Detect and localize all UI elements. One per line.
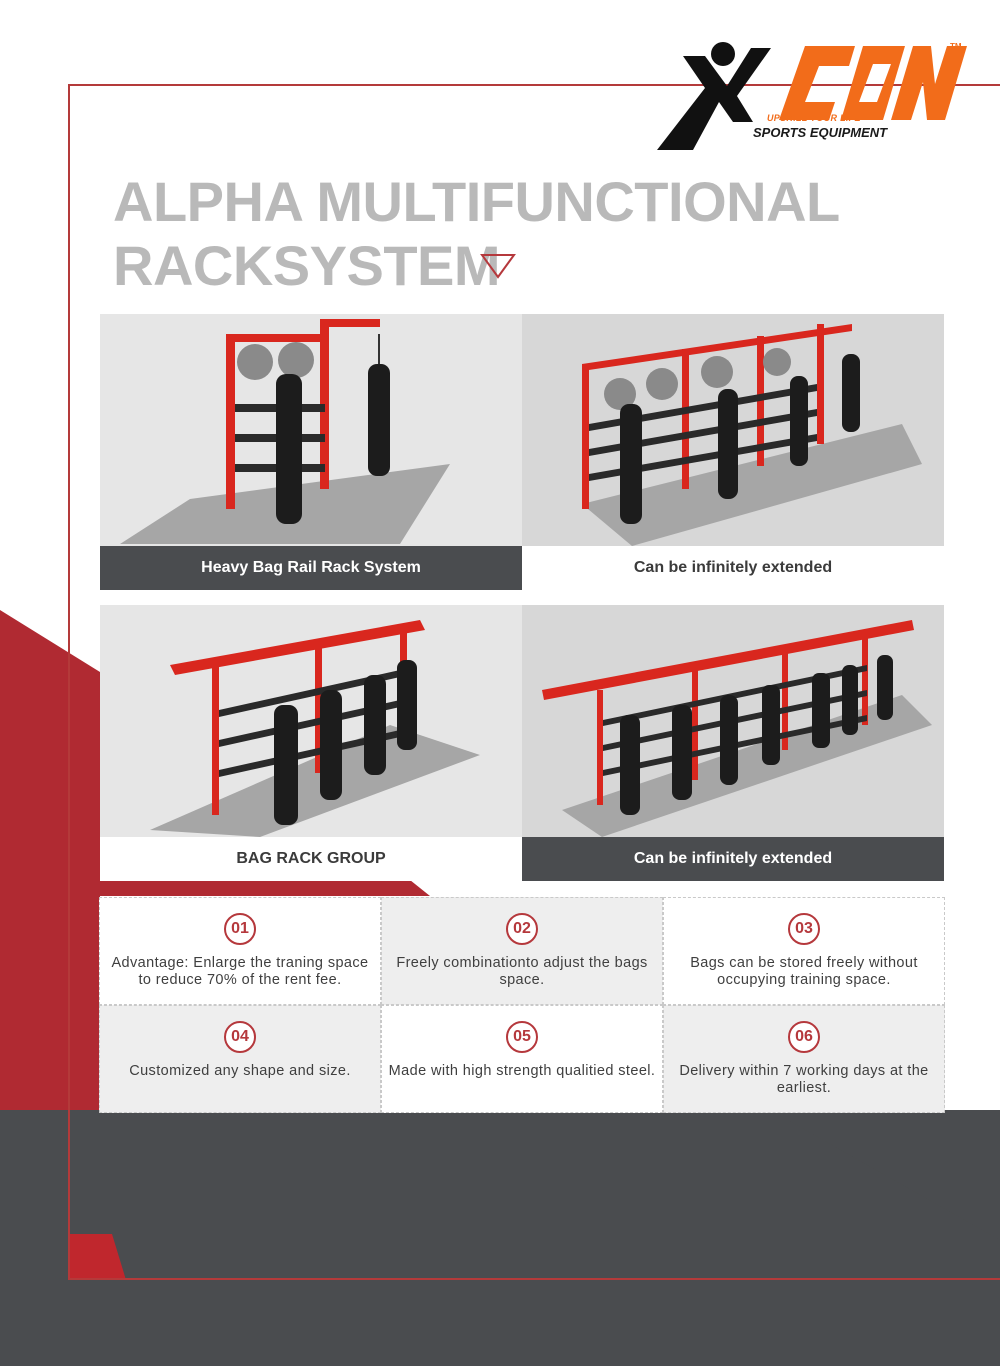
feature-text: Advantage: Enlarge the traning space to reduce 70% of the rent fee. (111, 955, 369, 988)
feature-number: 06 (788, 1021, 820, 1053)
feature-number: 03 (788, 913, 820, 945)
product-caption-1: Heavy Bag Rail Rack System (100, 546, 522, 590)
product-caption-2: Can be infinitely extended (522, 546, 944, 590)
feature-card-01 (99, 897, 381, 1005)
feature-text: Made with high strength qualitied steel. (388, 1063, 656, 1079)
product-caption-3: BAG RACK GROUP (100, 837, 522, 881)
product-caption-4: Can be infinitely extended (522, 837, 944, 881)
brand-subtitle: SPORTS EQUIPMENT (753, 125, 888, 140)
feature-text: Freely combinationto adjust the bags space. (396, 955, 648, 988)
feature-card-02 (381, 897, 663, 1005)
trademark-mark: TM (950, 42, 962, 51)
feature-number: 04 (224, 1021, 256, 1053)
triangle-down-icon (480, 252, 516, 280)
title-line-1: ALPHA MULTIFUNCTIONAL (113, 170, 840, 233)
feature-card-05 (381, 1005, 663, 1113)
product-image-extended-rail (522, 314, 944, 546)
product-image-extended-bag-rack (522, 605, 944, 837)
title-line-2: RACKSYSTEM (113, 234, 501, 297)
product-image-bag-rack-group (100, 605, 522, 837)
feature-text: Delivery within 7 working days at the earliest. (679, 1063, 929, 1096)
frame-line-left (68, 84, 70, 1280)
frame-line-bottom (68, 1278, 1000, 1280)
feature-text: Customized any shape and size. (129, 1063, 351, 1079)
feature-number: 05 (506, 1021, 538, 1053)
feature-card-06 (663, 1005, 945, 1113)
feature-number: 01 (224, 913, 256, 945)
feature-card-04 (99, 1005, 381, 1113)
feature-number: 02 (506, 913, 538, 945)
feature-text: Bags can be stored freely without occupying training space. (690, 955, 918, 988)
feature-card-03 (663, 897, 945, 1005)
brand-tagline: UPSKILL YOUR LIFE (767, 113, 861, 123)
product-image-heavy-bag-rail (100, 314, 522, 546)
